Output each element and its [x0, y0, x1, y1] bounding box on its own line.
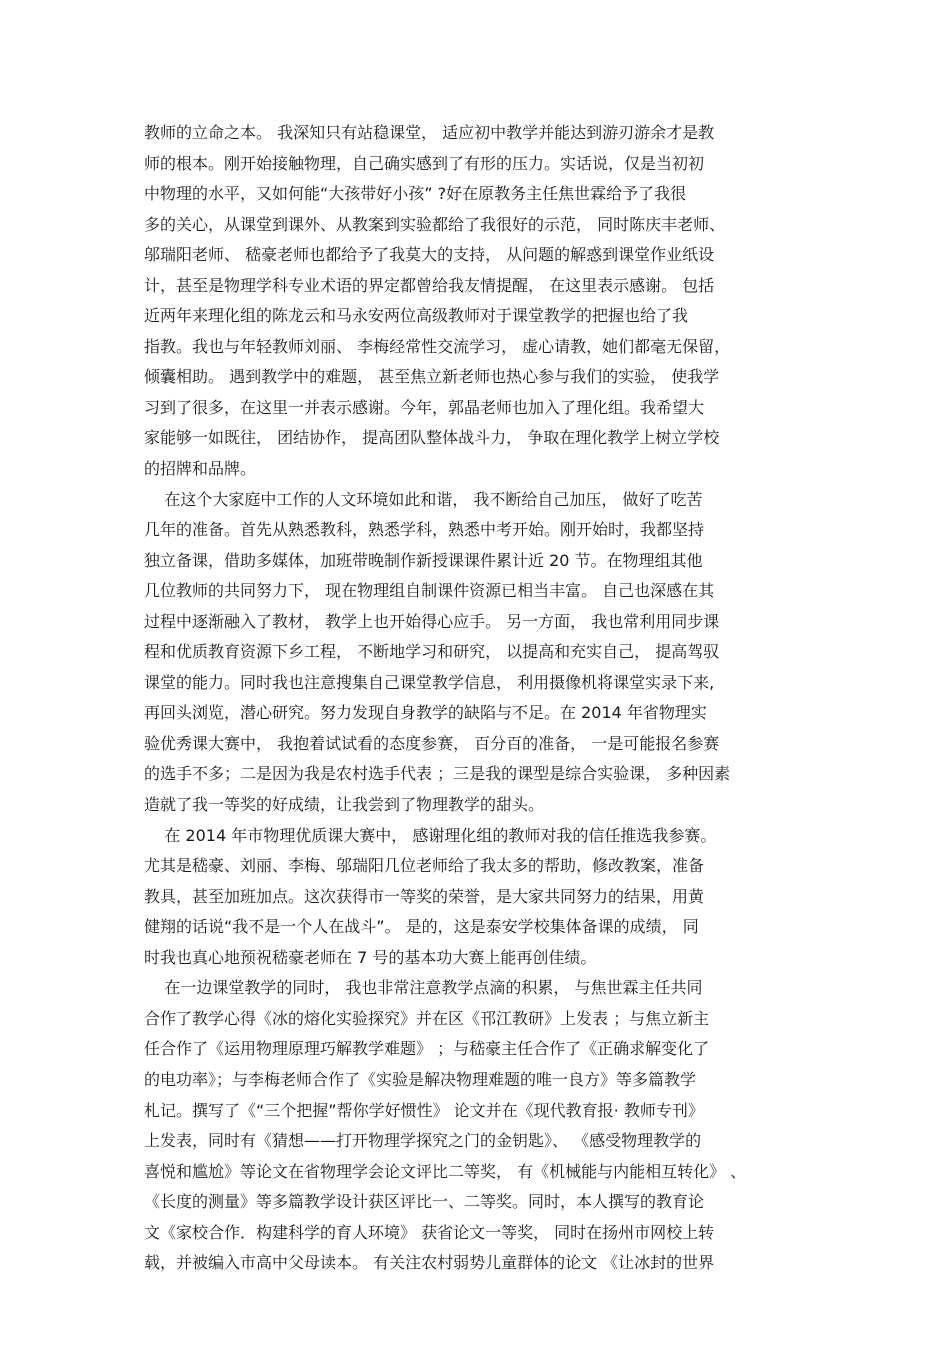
text-line: 健翔的话说“我不是一个人在战斗”。 是的，这是泰安学校集体备课的成绩， 同 [144, 917, 699, 937]
text-line: 师的根本。刚开始接触物理，自己确实感到了有形的压力。实话说，仅是当初初 [144, 153, 705, 173]
text-line: 家能够一如既往， 团结协作， 提高团队整体战斗力， 争取在理化教学上树立学校 [144, 428, 720, 448]
text-line: 教师的立命之本。 我深知只有站稳课堂， 适应初中教学并能达到游刃游余才是教 [144, 123, 715, 142]
text-line: 课堂的能力。同时我也注意搜集自己课堂教学信息， 利用摄像机将课堂实录下来, [144, 672, 715, 692]
body-text [144, 118, 824, 1279]
text-line: 造就了我一等奖的好成绩，让我尝到了物理教学的甜头。 [144, 795, 545, 815]
text-line: 习到了很多，在这里一并表示感谢。今年，郭晶老师也加入了理化组。我希望大 [144, 397, 705, 417]
text-line: 中物理的水平，又如何能“大孩带好小孩” ?好在原教务主任焦世霖给予了我很 [144, 184, 687, 204]
text-line: 验优秀课大赛中， 我抱着试试看的态度参赛， 百分百的准备， 一是可能报名参赛 [144, 733, 720, 753]
text-line: 再回头浏览，潜心研究。努力发现自身教学的缺陷与不足。在 2014 年省物理实 [144, 703, 707, 723]
text-line: 计，甚至是物理学科专业术语的界定都曾给我友情提醒， 在这里表示感谢。 包括 [144, 275, 715, 295]
text-line: 在 2014 年市物理优质课大赛中， 感谢理化组的教师对我的信任推选我参赛。 [144, 825, 717, 845]
text-line: 在这个大家庭中工作的人文环境如此和谐， 我不断给自己加压， 做好了吃苦 [144, 489, 703, 509]
text-line: 喜悦和尴尬》等论文在省物理学会论文评比二等奖， 有《机械能与内能相互转化》 、 [144, 1161, 747, 1181]
text-line: 的招牌和品牌。 [144, 459, 257, 479]
text-line: 邬瑞阳老师、 嵇豪老师也都给予了我莫大的支持， 从问题的解惑到课堂作业纸设 [144, 245, 715, 265]
text-line: 倾囊相助。 遇到教学中的难题， 甚至焦立新老师也热心参与我们的实验， 使我学 [144, 367, 720, 387]
text-line: 教具，甚至加班加点。这次获得市一等奖的荣誉，是大家共同努力的结果，用黄 [144, 886, 705, 906]
text-line: 时我也真心地预祝嵇豪老师在 7 号的基本功大赛上能再创佳绩。 [144, 947, 597, 967]
text-line: 任合作了《运用物理原理巧解教学难题》 ；与嵇豪主任合作了《正确求解变化了 [144, 1039, 710, 1059]
text-line: 尤其是嵇豪、刘丽、李梅、邬瑞阳几位老师给了我太多的帮助，修改教案，准备 [144, 856, 705, 876]
text-line: 文《家校合作．构建科学的育人环境》 获省论文一等奖， 同时在扬州市网校上转 [144, 1222, 715, 1242]
text-line: 过程中逐渐融入了教材， 教学上也开始得心应手。 另一方面， 我也常利用同步课 [144, 611, 720, 631]
text-line: 上发表，同时有《猜想——打开物理学探究之门的金钥匙》、 《感受物理教学的 [144, 1131, 702, 1151]
text-line: 几位教师的共同努力下， 现在物理组自制课件资源已相当丰富。 自己也深感在其 [144, 581, 715, 601]
text-line: 近两年来理化组的陈龙云和马永安两位高级教师对于课堂教学的把握也给了我 [144, 306, 689, 326]
text-line: 在一边课堂教学的同时， 我也非常注意教学点滴的积累， 与焦世霖主任共同 [144, 978, 703, 998]
text-line: 指教。我也与年轻教师刘丽、 李梅经常性交流学习， 虚心请教，她们都毫无保留， [144, 336, 731, 356]
text-line: 的选手不多；二是因为我是农村选手代表 ；三是我的课型是综合实验课， 多种因素 [144, 764, 731, 784]
text-line: 札记。撰写了《“三个把握”帮你学好惯性》 论文并在《现代教育报· 教师专刊》 [144, 1100, 704, 1120]
text-line: 的电功率》；与李梅老师合作了《实验是解决物理难题的唯一良方》等多篇教学 [144, 1069, 697, 1089]
text-line: 《长度的测量》等多篇教学设计获区评比一、二等奖。同时，本人撰写的教育论 [144, 1192, 705, 1212]
text-line: 载，并被编入市高中父母读本。 有关注农村弱势儿童群体的论文 《让冰封的世界 [144, 1253, 715, 1273]
text-line: 独立备课，借助多媒体，加班带晚制作新授课课件累计近 20 节。在物理组其他 [144, 550, 703, 570]
text-line: 几年的准备。首先从熟悉教科，熟悉学科，熟悉中考开始。刚开始时，我都坚持 [144, 520, 705, 540]
text-line: 程和优质教育资源下乡工程， 不断地学习和研究， 以提高和充实自己， 提高驾驭 [144, 642, 720, 662]
text-line: 多的关心，从课堂到课外、从教案到实验都给了我很好的示范， 同时陈庆丰老师、 [144, 214, 726, 234]
text-line: 合作了教学心得《冰的熔化实验探究》并在区《邗江教研》上发表 ；与焦立新主 [144, 1008, 710, 1028]
